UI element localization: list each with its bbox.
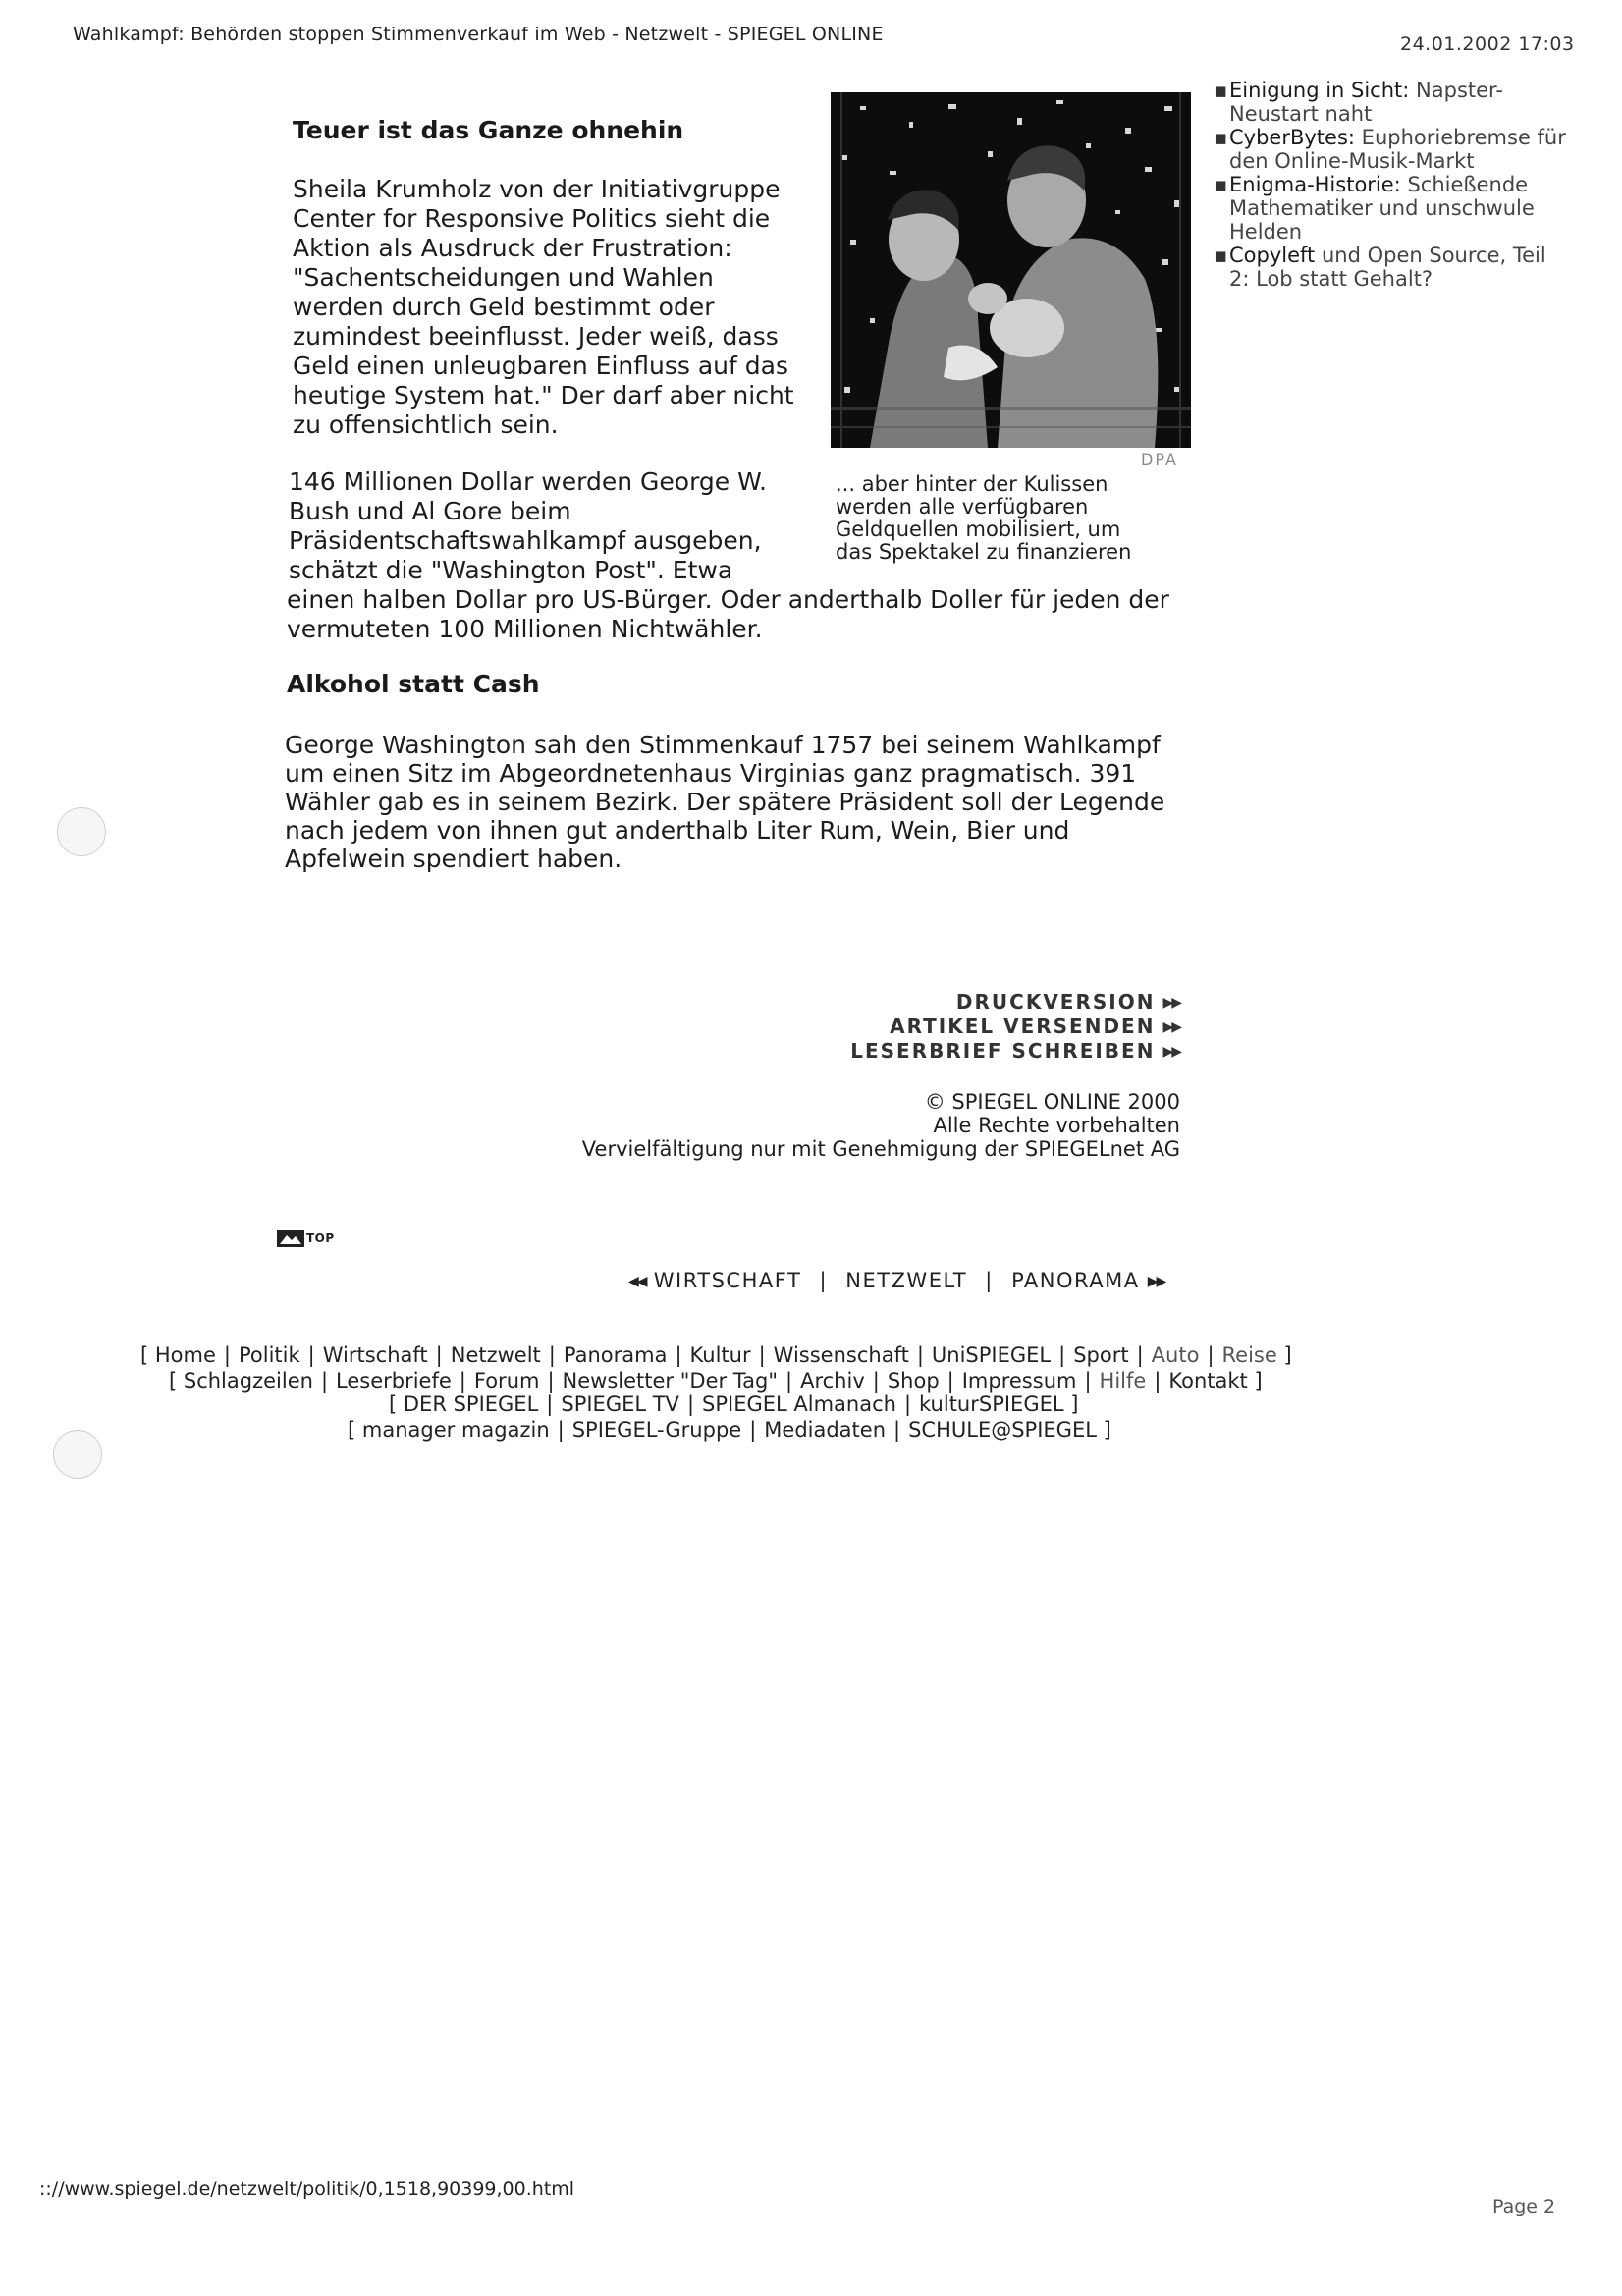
punch-hole — [57, 807, 106, 856]
photo-credit: DPA — [1141, 450, 1178, 468]
nav-impressum[interactable]: Impressum — [961, 1369, 1077, 1393]
nav-shop[interactable]: Shop — [887, 1369, 940, 1393]
nav-schule-spiegel[interactable]: SCHULE@SPIEGEL — [908, 1418, 1097, 1442]
photo-image — [831, 92, 1191, 448]
punch-hole — [53, 1430, 102, 1479]
double-arrow-right-icon: ▶▶ — [1147, 1274, 1165, 1289]
nav-home[interactable]: Home — [154, 1343, 216, 1367]
nav-schlagzeilen[interactable]: Schlagzeilen — [183, 1369, 313, 1393]
nav-spiegel-almanach[interactable]: SPIEGEL Almanach — [702, 1393, 896, 1416]
nav-reise[interactable]: Reise — [1221, 1343, 1277, 1367]
bullet-icon: ▪ — [1214, 126, 1228, 149]
article-actions — [766, 990, 1180, 1064]
nav-forum[interactable]: Forum — [473, 1369, 540, 1393]
nav-kulturspiegel[interactable]: kulturSPIEGEL — [919, 1393, 1064, 1416]
double-arrow-right-icon: ▶▶ — [1162, 995, 1180, 1011]
nav-politik[interactable]: Politik — [238, 1343, 300, 1367]
top-icon — [277, 1230, 304, 1247]
paragraph-millionen-wide: einen halben Dollar pro US-Bürger. Oder anderthalb Doller für jeden der vermuteten 100 Millionen Nichtwähler. — [287, 585, 1169, 643]
nav-kontakt[interactable]: Kontakt — [1168, 1369, 1248, 1393]
print-version-link[interactable]: DRUCKVERSION ▶▶ — [955, 990, 1180, 1013]
related-links — [1214, 79, 1596, 291]
print-header-title: Wahlkampf: Behörden stoppen Stimmenverkauf im Web - Netzwelt - SPIEGEL ONLINE — [73, 24, 884, 45]
footer-nav-row-1: [ Home | Politik | Wirtschaft | Netzwelt | Panorama | Kultur | Wissenschaft | UniSPIEGEL | Sport | Auto | Reise ] — [140, 1343, 1292, 1367]
nav-hilfe[interactable]: Hilfe — [1099, 1369, 1147, 1393]
print-footer-page: Page 2 — [1492, 2196, 1556, 2217]
nav-unispiegel[interactable]: UniSPIEGEL — [931, 1343, 1052, 1367]
article-photo — [831, 92, 1191, 448]
footer-nav-row-2: [ Schlagzeilen | Leserbriefe | Forum | Newsletter "Der Tag" | Archiv | Shop | Impressum | Hilfe | Kontakt ] — [169, 1369, 1263, 1393]
nav-auto[interactable]: Auto — [1151, 1343, 1200, 1367]
bullet-icon: ▪ — [1214, 173, 1228, 196]
nav-panorama[interactable]: Panorama — [563, 1343, 668, 1367]
nav-netzwelt[interactable]: Netzwelt — [450, 1343, 541, 1367]
nav-der-spiegel[interactable]: DER SPIEGEL — [403, 1393, 539, 1416]
double-arrow-right-icon: ▶▶ — [1162, 1019, 1180, 1035]
print-header-datetime: 24.01.2002 17:03 — [1400, 33, 1575, 55]
nav-mediadaten[interactable]: Mediadaten — [764, 1418, 887, 1442]
photo-caption: ... aber hinter der Kulissen werden alle verfügbaren Geldquellen mobilisiert, um das Spektakel zu finanzieren — [836, 472, 1132, 564]
nav-spiegel-tv[interactable]: SPIEGEL TV — [561, 1393, 679, 1416]
nav-archiv[interactable]: Archiv — [800, 1369, 865, 1393]
related-link-copyleft[interactable]: ▪ Copyleft und Open Source, Teil 2: Lob statt Gehalt? — [1214, 244, 1546, 291]
print-footer-url: :://www.spiegel.de/netzwelt/politik/0,1518,90399,00.html — [39, 2178, 575, 2200]
nav-kultur[interactable]: Kultur — [689, 1343, 751, 1367]
nav-wissenschaft[interactable]: Wissenschaft — [773, 1343, 909, 1367]
section-nav: ◀◀ WIRTSCHAFT | NETZWELT | PANORAMA ▶▶ — [628, 1269, 1165, 1292]
double-arrow-right-icon: ▶▶ — [1162, 1044, 1180, 1060]
footer-nav-row-3: [ DER SPIEGEL | SPIEGEL TV | SPIEGEL Almanach | kulturSPIEGEL ] — [389, 1393, 1079, 1416]
nav-spiegel-gruppe[interactable]: SPIEGEL-Gruppe — [571, 1418, 742, 1442]
copyright-notice: © SPIEGEL ONLINE 2000 Alle Rechte vorbehalten Vervielfältigung nur mit Genehmigung der SPIEGELnet AG — [581, 1090, 1180, 1161]
related-link-cyberbytes[interactable]: ▪ CyberBytes: Euphoriebremse für den Online-Musik-Markt — [1214, 126, 1566, 173]
section-prev-link[interactable]: WIRTSCHAFT — [653, 1269, 802, 1292]
section-current[interactable]: NETZWELT — [845, 1269, 968, 1292]
related-link-enigma[interactable]: ▪ Enigma-Historie: Schießende Mathematiker und unschwule Helden — [1214, 173, 1535, 244]
send-article-link[interactable]: ARTIKEL VERSENDEN ▶▶ — [890, 1014, 1180, 1038]
subhead-alkohol: Alkohol statt Cash — [287, 670, 540, 698]
subhead-teuer: Teuer ist das Ganze ohnehin — [293, 116, 684, 144]
footer-nav-row-4: [ manager magazin | SPIEGEL-Gruppe | Mediadaten | SCHULE@SPIEGEL ] — [348, 1418, 1111, 1442]
bullet-icon: ▪ — [1214, 244, 1228, 267]
nav-leserbriefe[interactable]: Leserbriefe — [336, 1369, 452, 1393]
double-arrow-left-icon: ◀◀ — [628, 1274, 646, 1289]
related-link-napster[interactable]: ▪ Einigung in Sicht: Napster- Neustart naht — [1214, 79, 1503, 126]
nav-manager-magazin[interactable]: manager magazin — [361, 1418, 550, 1442]
write-letter-link[interactable]: LESERBRIEF SCHREIBEN ▶▶ — [850, 1039, 1180, 1063]
nav-sport[interactable]: Sport — [1073, 1343, 1129, 1367]
back-to-top-link[interactable]: TOP — [277, 1230, 335, 1247]
paragraph-millionen-narrow: 146 Millionen Dollar werden George W. Bush und Al Gore beim Präsidentschaftswahlkampf ausgeben, schätzt die "Washington Post". Etwa — [289, 467, 767, 584]
section-next-link[interactable]: PANORAMA — [1011, 1269, 1140, 1292]
nav-wirtschaft[interactable]: Wirtschaft — [322, 1343, 428, 1367]
bullet-icon: ▪ — [1214, 79, 1228, 102]
paragraph-washington: George Washington sah den Stimmenkauf 1757 bei seinem Wahlkampf um einen Sitz im Abgeordnetenhaus Virginias ganz pragmatisch. 391 Wähler gab es in seinem Bezirk. Der spätere Präsident soll der Legende nach jedem von ihnen gut anderthalb Liter Rum, Wein, Bier und Apfelwein spendiert haben. — [285, 731, 1165, 873]
nav-newsletter[interactable]: Newsletter "Der Tag" — [562, 1369, 779, 1393]
paragraph-krumholz: Sheila Krumholz von der Initiativgruppe Center for Responsive Politics sieht die Aktion als Ausdruck der Frustration: "Sachentscheidungen und Wahlen werden durch Geld bestimmt oder zumindest beeinflusst. Jeder weiß, dass Geld einen unleugbaren Einfluss auf das heutige System hat." Der darf aber nicht zu offensichtlich sein. — [293, 175, 794, 439]
